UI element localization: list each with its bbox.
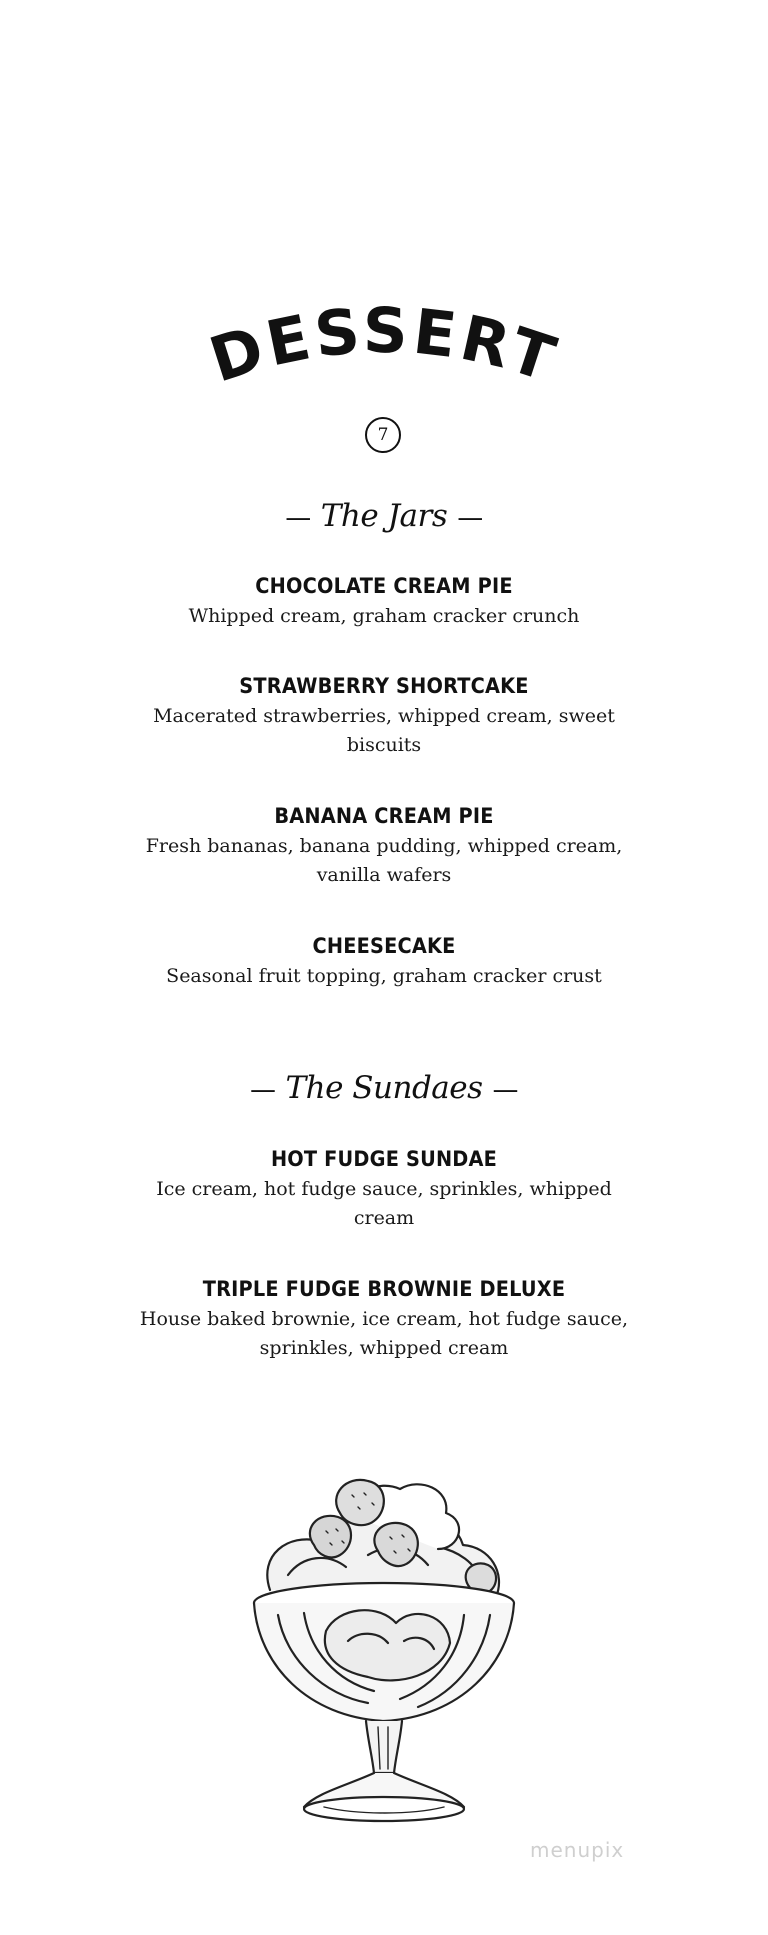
section-title	[0, 1068, 768, 1110]
item-name: TRIPLE FUDGE BROWNIE DELUXE	[202, 1277, 566, 1301]
item-description: Macerated strawberries, whipped cream, sweet biscuits	[153, 705, 615, 756]
menu-item	[0, 802, 768, 890]
item-description: Fresh bananas, banana pudding, whipped cream, vanilla wafers	[145, 835, 623, 886]
item-description: Ice cream, hot fudge sauce, sprinkles, whipped cream	[156, 1178, 612, 1229]
item-name: HOT FUDGE SUNDAE	[270, 1147, 498, 1171]
section-title	[0, 496, 768, 538]
item-name: CHEESECAKE	[312, 934, 456, 958]
price-value: 7	[377, 424, 389, 445]
menu-item	[0, 1275, 768, 1363]
item-name: STRAWBERRY SHORTCAKE	[239, 674, 529, 698]
menu-title-arc	[0, 300, 768, 410]
ice-cream-sundae-icon	[228, 1455, 540, 1845]
section-title-text: The Sundaes	[285, 1070, 483, 1106]
item-description: Whipped cream, graham cracker crunch	[188, 605, 580, 627]
section-sundaes-header	[0, 1068, 768, 1110]
menu-item	[0, 1145, 768, 1233]
price-badge	[365, 417, 401, 453]
svg-text:DESSERT	[201, 300, 567, 397]
item-name: CHOCOLATE CREAM PIE	[255, 574, 513, 598]
dash-left: —	[249, 1075, 276, 1105]
item-description: House baked brownie, ice cream, hot fudge sauce, sprinkles, whipped cream	[139, 1308, 629, 1359]
sundae-illustration	[228, 1455, 540, 1845]
menu-title	[0, 300, 768, 410]
dash-right: —	[492, 1075, 519, 1105]
menu-title-text: DESSERT	[201, 300, 568, 397]
dash-right: —	[457, 503, 483, 533]
watermark: menupix	[530, 1838, 625, 1862]
item-name: BANANA CREAM PIE	[274, 804, 494, 828]
menu-item	[0, 932, 768, 991]
section-title-text: The Jars	[320, 498, 448, 534]
menu-item	[0, 672, 768, 760]
item-description: Seasonal fruit topping, graham cracker crust	[166, 965, 602, 987]
section-jars-header	[0, 496, 768, 538]
menu-item	[0, 572, 768, 631]
dash-left: —	[285, 503, 311, 533]
